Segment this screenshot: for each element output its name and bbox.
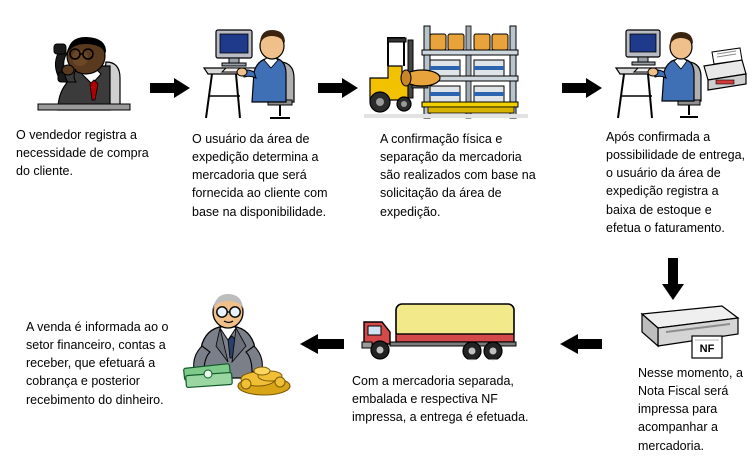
scene-salesman-on-phone [20, 28, 140, 118]
scene-printer-printing-invoice [636, 300, 741, 362]
caption-step-5: Nesse momento, a Nota Fiscal será impressa para acompanhar a mercadoria. [638, 366, 743, 453]
arrow-step-1-to-step-2 [150, 78, 190, 103]
arrow-step-2-to-step-3 [318, 78, 358, 103]
arrow-step-4-to-step-5 [662, 258, 684, 305]
caption-step-6: Com a mercadoria separada, embalada e respectiva NF impressa, a entrega é efetuada. [352, 374, 529, 425]
scene-man-with-money-bags [176, 288, 306, 398]
caption-step-1: O vendedor registra a necessidade de compra do cliente. [16, 128, 149, 179]
caption-step-3: A confirmação física e separação da mercadoria são realizados com base na solicitação da área de expedição. [380, 132, 536, 219]
scene-forklift-and-warehouse-shelves [362, 22, 522, 122]
scene-user-at-computer-desk [196, 22, 316, 122]
caption-step-7: A venda é informada ao o setor financeiro, contas a receber, que efetuará a cobrança e posterior recebimento do dinheiro. [26, 320, 169, 407]
arrow-step-5-to-step-6 [560, 334, 602, 359]
scene-user-at-computer-with-printer [612, 22, 747, 122]
caption-step-4: Após confirmada a possibilidade de entrega, o usuário da área de expedição registra a baixa de estoque e efetua o faturamento. [606, 130, 745, 235]
caption-step-2: O usuário da área de expedição determina a mercadoria que será fornecida ao cliente com base na disponibilidade. [192, 132, 328, 219]
invoice-paper-label: NF [699, 343, 715, 355]
scene-delivery-truck [360, 298, 520, 366]
arrow-step-3-to-step-4 [562, 78, 602, 103]
